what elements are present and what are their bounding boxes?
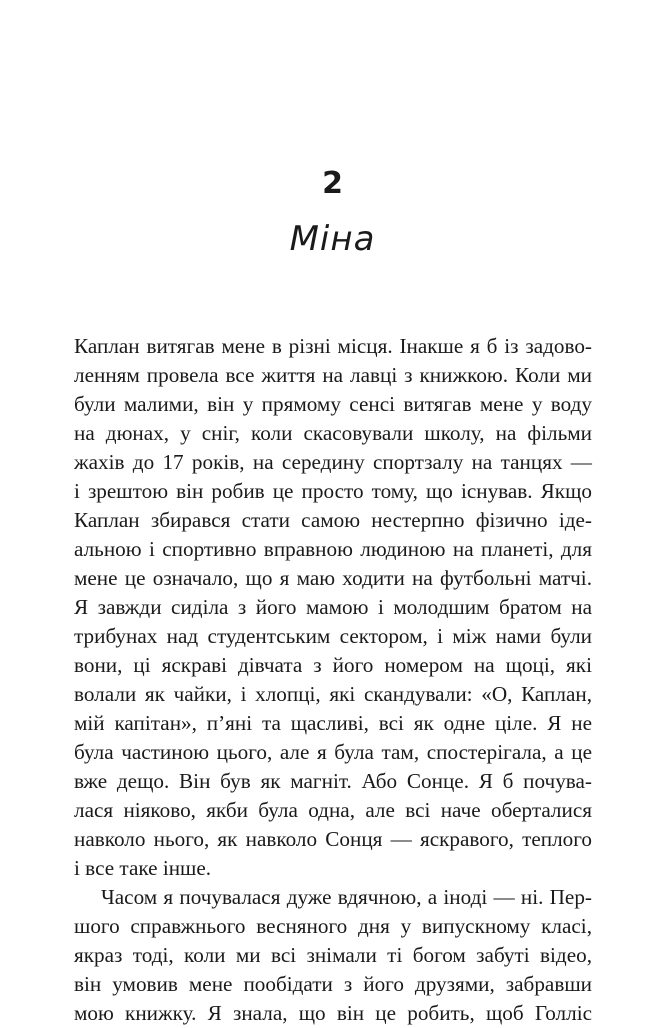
- paragraph-start-line: Часом я почувалася дуже вдячною, а іноді — ні. Пер-: [101, 885, 592, 909]
- text-line: вже дещо. Він був як магніт. Або Сонце. Я б почува-: [74, 769, 592, 793]
- body-text: [74, 332, 592, 1028]
- text-line: і зрештою він робив це просто тому, що існував. Якщо: [74, 479, 592, 503]
- text-line: навколо нього, як навколо Сонця — яскравого, теплого: [74, 827, 592, 851]
- text-line: вони, ці яскраві дівчата з його номером на щоці, які: [74, 653, 592, 677]
- text-line: трибунах над студентським сектором, і між нами були: [74, 624, 592, 648]
- chapter-number: 2: [322, 166, 343, 201]
- text-line: лася ніяково, якби була одна, але всі наче оберталися: [74, 798, 592, 822]
- text-line: він умовив мене пообідати з його друзями, забравши: [74, 972, 592, 996]
- text-line: мене це означало, що я маю ходити на футбольні матчі.: [74, 566, 592, 590]
- text-line: була частиною цього, але я була там, спостерігала, а це: [74, 740, 592, 764]
- text-line: ленням провела все життя на лавці з книжкою. Коли ми: [74, 363, 592, 387]
- text-line: Я завжди сиділа з його мамою і молодшим братом на: [74, 595, 592, 619]
- text-line: на дюнах, у сніг, коли скасовували школу, на фільми: [74, 421, 592, 445]
- text-line: мій капітан», п’яні та щасливі, всі як одне ціле. Я не: [74, 711, 592, 735]
- text-line: Каплан витягав мене в різні місця. Інакше я б із задово-: [74, 334, 592, 358]
- text-line: альною і спортивно вправною людиною на планеті, для: [74, 537, 592, 561]
- text-line: Каплан збирався стати самою нестерпно фізично іде-: [74, 508, 592, 532]
- text-line: були малими, він у прямому сенсі витягав мене у воду: [74, 392, 592, 416]
- text-line: якраз тоді, коли ми всі знімали ті богом забуті відео,: [74, 943, 592, 967]
- text-line: мою книжку. Я знала, що він це робить, щоб Голліс: [74, 1001, 592, 1025]
- text-line: шого справжнього весняного дня у випускному класі,: [74, 914, 592, 938]
- chapter-title: Міна: [289, 219, 376, 259]
- text-line: і все таке інше.: [74, 856, 212, 880]
- text-line: волали як чайки, і хлопці, які скандували: «О, Каплан,: [74, 682, 592, 706]
- text-line: жахів до 17 років, на середину спортзалу на танцях —: [74, 450, 592, 474]
